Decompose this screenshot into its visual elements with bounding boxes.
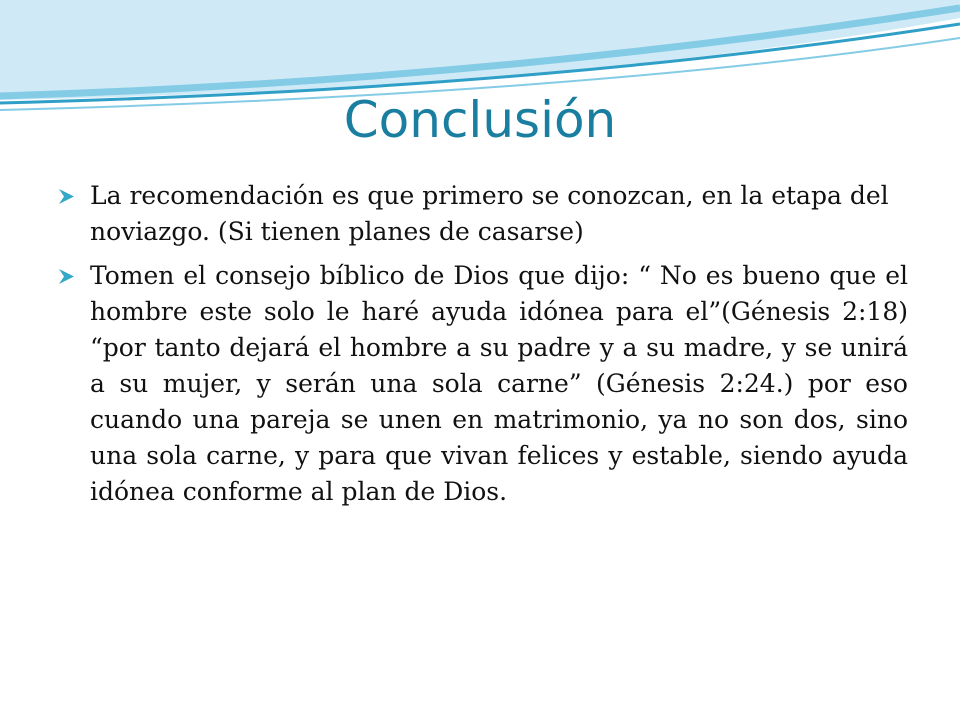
bullet-text-recommendation: La recomendación es que primero se conozcan, en la etapa del noviazgo. (Si tienen planes de casarse) [90,181,889,246]
bullet-list [58,178,908,518]
arrow-right-icon [58,258,90,294]
arrow-right-glyph [58,188,75,205]
bullet-item-biblical-advice [58,258,908,510]
bullet-text-biblical-advice: Tomen el consejo bíblico de Dios que dijo: “ No es bueno que el hombre este solo le haré ayuda idónea para el”(Génesis 2:18) “por tanto dejará el hombre a su padre y a su madre, y se unirá a su mujer, y serán una sola carne” (Génesis 2:24.) por eso cuando una pareja se unen en matrimonio, ya no son dos, sino una sola carne, y para que vivan felices y estable, siendo ayuda idónea conforme al plan de Dios. [90,261,908,506]
arrow-right-glyph [58,268,75,285]
arrow-right-icon [58,178,90,214]
bullet-item-recommendation [58,178,908,250]
slide-title: Conclusión [343,91,617,149]
